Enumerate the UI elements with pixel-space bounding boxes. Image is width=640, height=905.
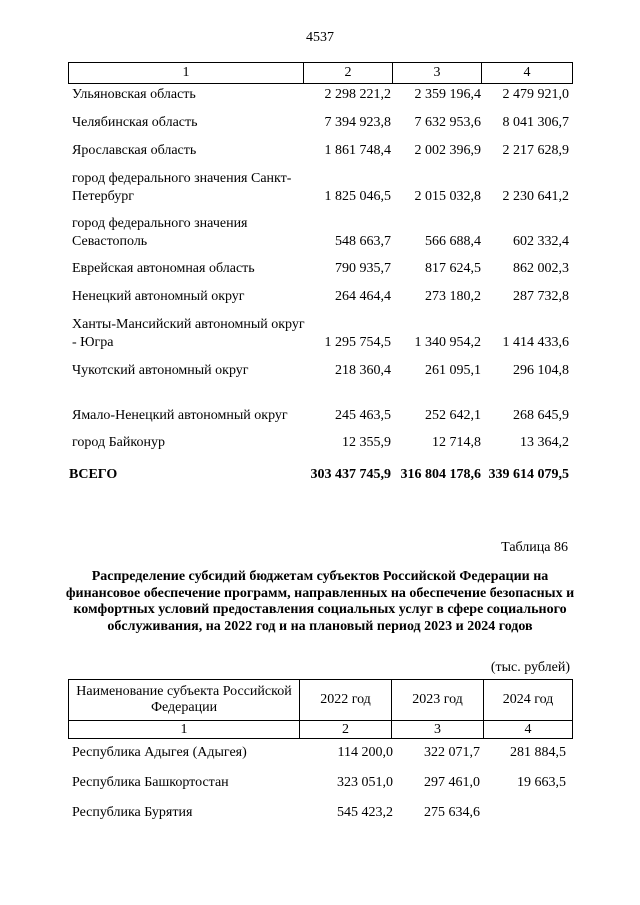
region-name: город Байконур: [72, 435, 165, 450]
value-2023: 2 015 032,8: [414, 189, 481, 204]
value-2024: 19 663,5: [517, 775, 566, 790]
table-title: Распределение субсидий бюджетам субъектов Российской Федерации на финансовое обеспечение программ, направленных на обеспечение безопасных и комфортных условий предоставления социальных услуг в сфере социального обслуживания, на 2022 год и на плановый период 2023 и 2024 годов: [65, 569, 575, 634]
table-number-label: Таблица 86: [501, 540, 568, 555]
region-name: Ямало-Ненецкий автономный округ: [72, 408, 288, 423]
value-2023: 1 340 954,2: [414, 335, 481, 350]
region-name: Ярославская область: [72, 143, 197, 158]
table-row: [72, 389, 572, 425]
column-number-2: 2: [300, 721, 392, 738]
column-number-3: 3: [393, 63, 482, 83]
table-row: [72, 804, 572, 822]
table-row: [72, 434, 572, 452]
page-number: 4537: [306, 30, 334, 45]
value-2022: 1 825 046,5: [324, 189, 391, 204]
value-2022: 545 423,2: [337, 805, 393, 820]
table-row: [72, 744, 572, 762]
region-name: Республика Бурятия: [72, 805, 193, 820]
value-2022: 790 935,7: [335, 261, 391, 276]
table-row: [72, 260, 572, 278]
value-2023: 252 642,1: [425, 408, 481, 423]
value-2023: 817 624,5: [425, 261, 481, 276]
table-row: [72, 362, 572, 380]
region-name: Ненецкий автономный округ: [72, 289, 245, 304]
column-header-region: Наименование субъекта Российской Федерации: [69, 680, 300, 720]
total-label: ВСЕГО: [69, 467, 118, 482]
region-name: Чукотский автономный округ: [72, 363, 249, 378]
region-name: Челябинская область: [72, 115, 198, 130]
subsidy-table-header: [68, 679, 573, 739]
table-row: [72, 114, 572, 132]
column-number-1: 1: [69, 721, 300, 738]
value-2022: 323 051,0: [337, 775, 393, 790]
value-2022: 1 295 754,5: [324, 335, 391, 350]
value-2022: 2 298 221,2: [324, 87, 391, 102]
table-row: [72, 170, 572, 206]
value-2024: 2 230 641,2: [502, 189, 569, 204]
value-2024: 1 414 433,6: [502, 335, 569, 350]
total-2023: 316 804 178,6: [400, 467, 481, 482]
value-2024: 268 645,9: [513, 408, 569, 423]
table-row: [72, 316, 572, 352]
column-number-2: 2: [304, 63, 393, 83]
value-2023: 7 632 953,6: [414, 115, 481, 130]
value-2022: 7 394 923,8: [324, 115, 391, 130]
value-2022: 245 463,5: [335, 408, 391, 423]
column-number-4: 4: [524, 721, 532, 737]
column-number-4: 4: [523, 65, 531, 80]
total-2022: 303 437 745,9: [310, 467, 391, 482]
region-name: Еврейская автономная область: [72, 261, 255, 276]
value-2024: 287 732,8: [513, 289, 569, 304]
value-2024: 2 479 921,0: [502, 87, 569, 102]
value-2023: 2 002 396,9: [414, 143, 481, 158]
value-2023: 12 714,8: [432, 435, 481, 450]
value-2022: 12 355,9: [342, 435, 391, 450]
table-row: [72, 215, 572, 251]
table-row: [72, 142, 572, 160]
column-number-3: 3: [392, 721, 484, 738]
total-row: [69, 466, 572, 484]
value-2023: 322 071,7: [424, 745, 480, 760]
value-2022: 218 360,4: [335, 363, 391, 378]
value-2022: 264 464,4: [335, 289, 391, 304]
value-2022: 114 200,0: [337, 745, 393, 760]
column-header-2023: 2023 год: [392, 680, 484, 720]
value-2023: 261 095,1: [425, 363, 481, 378]
region-name: Республика Адыгея (Адыгея): [72, 745, 247, 760]
value-2024: 8 041 306,7: [502, 115, 569, 130]
column-header-2022: 2022 год: [300, 680, 392, 720]
column-number-1: 1: [69, 63, 304, 83]
total-2024: 339 614 079,5: [488, 467, 569, 482]
value-2022: 1 861 748,4: [324, 143, 391, 158]
value-2024: 862 002,3: [513, 261, 569, 276]
value-2022: 548 663,7: [335, 234, 391, 249]
value-2024: 13 364,2: [520, 435, 569, 450]
continuation-table-header: [68, 62, 573, 84]
column-header-2024: 2024 год: [502, 692, 554, 707]
value-2024: 602 332,4: [513, 234, 569, 249]
units-label: (тыс. рублей): [490, 660, 570, 675]
value-2023: 566 688,4: [425, 234, 481, 249]
value-2024: 296 104,8: [513, 363, 569, 378]
table-row: [72, 86, 572, 104]
table-row: [72, 774, 572, 792]
value-2023: 275 634,6: [424, 805, 480, 820]
region-name: город федерального значения Севастополь: [72, 216, 248, 249]
region-name: Республика Башкортостан: [72, 775, 229, 790]
value-2023: 297 461,0: [424, 775, 480, 790]
value-2024: 281 884,5: [510, 745, 566, 760]
region-name: город федерального значения Санкт-Петербург: [72, 171, 292, 204]
value-2023: 2 359 196,4: [414, 87, 481, 102]
value-2023: 273 180,2: [425, 289, 481, 304]
table-row: [72, 288, 572, 306]
region-name: Ульяновская область: [72, 87, 196, 102]
region-name: Ханты-Мансийский автономный округ - Югра: [72, 317, 305, 350]
value-2024: 2 217 628,9: [502, 143, 569, 158]
